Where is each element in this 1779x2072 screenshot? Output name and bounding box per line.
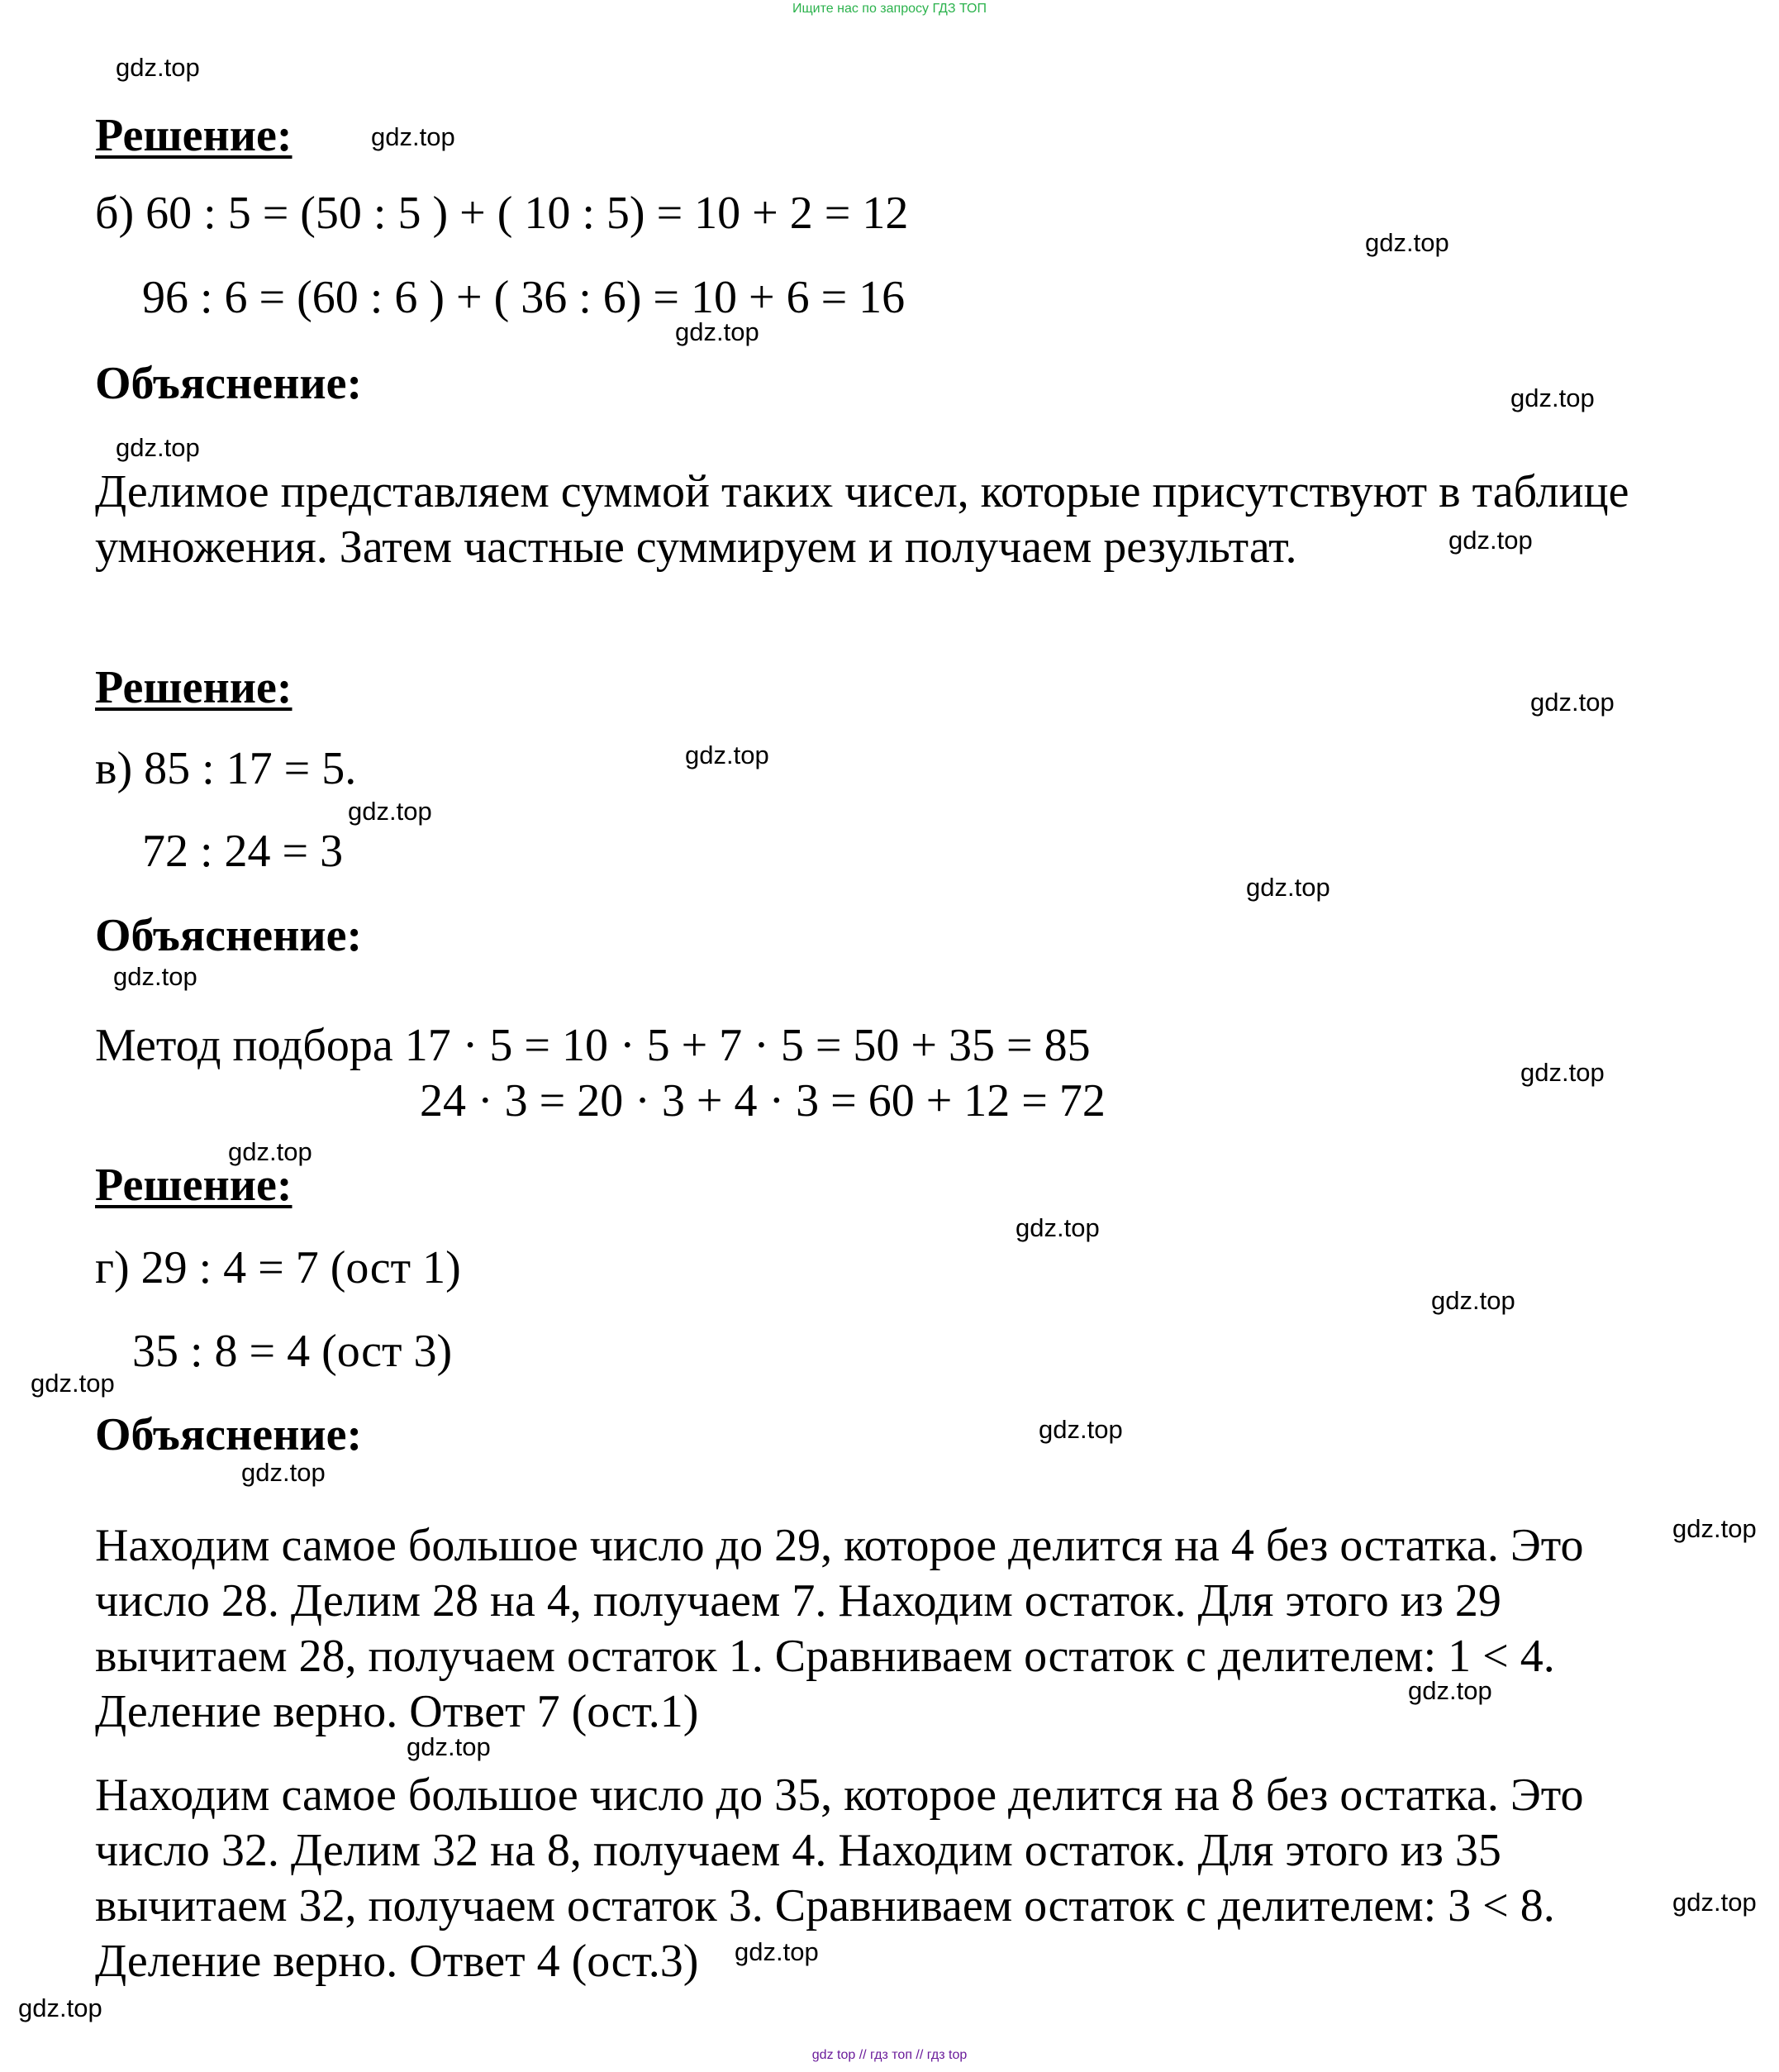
solution-line-g1: г) 29 : 4 = 7 (ост 1) bbox=[95, 1242, 461, 1293]
solution-heading-2: Решение: bbox=[95, 662, 293, 713]
solution-heading-1: Решение: bbox=[95, 110, 293, 161]
watermark: gdz.top bbox=[1246, 873, 1330, 902]
solution-line-v2: 72 : 24 = 3 bbox=[142, 826, 344, 877]
watermark: gdz.top bbox=[1672, 1888, 1757, 1917]
watermark: gdz.top bbox=[1510, 383, 1595, 412]
explanation-1-line-1: Делимое представляем суммой таких чисел, которые присутствуют в таблице bbox=[95, 466, 1629, 517]
watermark: gdz.top bbox=[1431, 1286, 1515, 1315]
explanation-3-line-2: число 28. Делим 28 на 4, получаем 7. Находим остаток. Для этого из 29 bbox=[95, 1575, 1501, 1627]
watermark: gdz.top bbox=[228, 1137, 312, 1166]
bottom-banner: gdz top // гдз топ // гдз top bbox=[811, 2048, 968, 2062]
watermark: gdz.top bbox=[348, 797, 432, 826]
watermark: gdz.top bbox=[1016, 1213, 1100, 1242]
watermark: gdz.top bbox=[1672, 1514, 1757, 1543]
explanation-3-line-7: вычитаем 32, получаем остаток 3. Сравниваем остаток с делителем: 3 < 8. bbox=[95, 1880, 1555, 1931]
watermark: gdz.top bbox=[31, 1369, 115, 1398]
watermark: gdz.top bbox=[407, 1732, 491, 1761]
watermark: gdz.top bbox=[116, 53, 200, 82]
explanation-3-line-1: Находим самое большое число до 29, которое делится на 4 без остатка. Это bbox=[95, 1520, 1584, 1571]
solution-line-b2: 96 : 6 = (60 : 6 ) + ( 36 : 6) = 10 + 6 = 16 bbox=[142, 272, 906, 323]
explanation-1-line-2: умножения. Затем частные суммируем и получаем результат. bbox=[95, 522, 1297, 573]
explanation-heading-3: Объяснение: bbox=[95, 1409, 363, 1460]
watermark: gdz.top bbox=[675, 317, 759, 346]
watermark: gdz.top bbox=[18, 1993, 102, 2022]
watermark: gdz.top bbox=[735, 1937, 819, 1966]
explanation-2-line-2: 24 · 3 = 20 · 3 + 4 · 3 = 60 + 12 = 72 bbox=[420, 1075, 1106, 1127]
watermark: gdz.top bbox=[241, 1458, 326, 1487]
watermark: gdz.top bbox=[113, 962, 197, 991]
solution-line-v1: в) 85 : 17 = 5. bbox=[95, 743, 357, 794]
explanation-3-line-4: Деление верно. Ответ 7 (ост.1) bbox=[95, 1686, 699, 1737]
top-banner: Ищите нас по запросу ГДЗ ТОП bbox=[792, 2, 987, 16]
watermark: gdz.top bbox=[1408, 1676, 1492, 1705]
watermark: gdz.top bbox=[371, 122, 455, 151]
watermark: gdz.top bbox=[1039, 1415, 1123, 1444]
explanation-3-line-3: вычитаем 28, получаем остаток 1. Сравниваем остаток с делителем: 1 < 4. bbox=[95, 1631, 1555, 1682]
watermark: gdz.top bbox=[116, 433, 200, 462]
explanation-3-line-8: Деление верно. Ответ 4 (ост.3) bbox=[95, 1936, 699, 1987]
solution-heading-3: Решение: bbox=[95, 1160, 293, 1211]
explanation-3-line-6: число 32. Делим 32 на 8, получаем 4. Находим остаток. Для этого из 35 bbox=[95, 1825, 1501, 1876]
explanation-3-line-5: Находим самое большое число до 35, которое делится на 8 без остатка. Это bbox=[95, 1770, 1584, 1821]
explanation-heading-1: Объяснение: bbox=[95, 358, 363, 409]
watermark: gdz.top bbox=[1448, 526, 1533, 555]
watermark: gdz.top bbox=[1530, 688, 1615, 717]
solution-line-b1: б) 60 : 5 = (50 : 5 ) + ( 10 : 5) = 10 + 2 = 12 bbox=[95, 188, 909, 239]
watermark: gdz.top bbox=[1365, 228, 1449, 257]
watermark: gdz.top bbox=[685, 741, 769, 769]
watermark: gdz.top bbox=[1520, 1058, 1605, 1087]
explanation-heading-2: Объяснение: bbox=[95, 910, 363, 961]
solution-line-g2: 35 : 8 = 4 (ост 3) bbox=[132, 1326, 453, 1377]
explanation-2-line-1: Метод подбора 17 · 5 = 10 · 5 + 7 · 5 = 50 + 35 = 85 bbox=[95, 1020, 1091, 1071]
